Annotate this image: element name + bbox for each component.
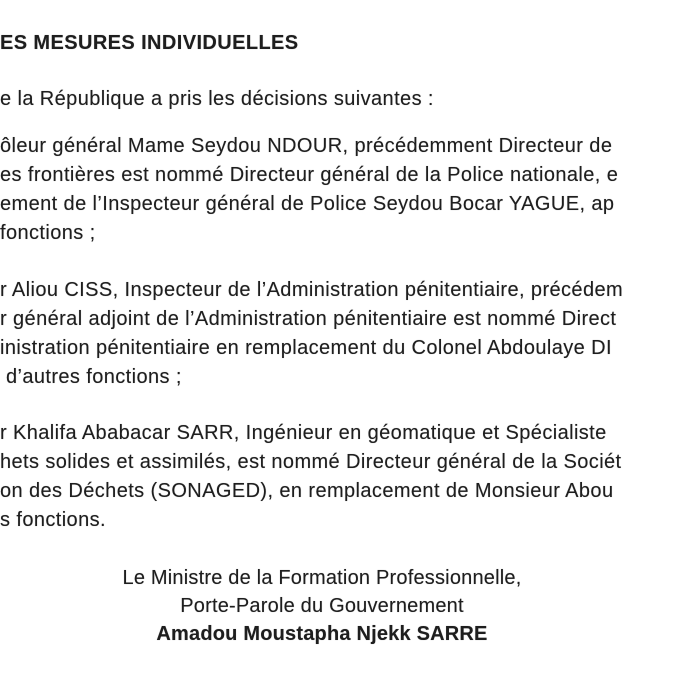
signature-block (0, 564, 644, 648)
body-line: r Khalifa Ababacar SARR, Ingénieur en géomatique et Spécialiste (0, 422, 607, 444)
body-line: fonctions ; (0, 222, 96, 244)
body-line: es frontières est nommé Directeur général de la Police nationale, e (0, 164, 619, 186)
body-line: r Aliou CISS, Inspecteur de l’Administration pénitentiaire, précédem (0, 279, 624, 301)
body-line: r général adjoint de l’Administration pénitentiaire est nommé Direct (0, 308, 617, 330)
body-line: ôleur général Mame Seydou NDOUR, précédemment Directeur de (0, 135, 613, 157)
signature-subrole: Porte-Parole du Gouvernement (180, 595, 464, 617)
body-line: d’autres fonctions ; (0, 366, 182, 388)
paragraph-sarr (0, 419, 622, 535)
signature-name: Amadou Moustapha Njekk SARRE (156, 623, 488, 645)
body-line: s fonctions. (0, 509, 106, 531)
body-line: ement de l’Inspecteur général de Police Seydou Bocar YAGUE, ap (0, 193, 615, 215)
paragraph-ndour (0, 132, 618, 248)
body-line: inistration pénitentiaire en remplacement du Colonel Abdoulaye DI (0, 337, 612, 359)
signature-role: Le Ministre de la Formation Professionnelle, (122, 567, 522, 589)
body-line: hets solides et assimilés, est nommé Directeur général de la Sociét (0, 451, 622, 473)
section-title: ES MESURES INDIVIDUELLES (0, 32, 299, 54)
intro-line: e la République a pris les décisions suivantes : (0, 88, 434, 110)
body-line: on des Déchets (SONAGED), en remplacement de Monsieur Abou (0, 480, 614, 502)
paragraph-ciss (0, 276, 623, 392)
